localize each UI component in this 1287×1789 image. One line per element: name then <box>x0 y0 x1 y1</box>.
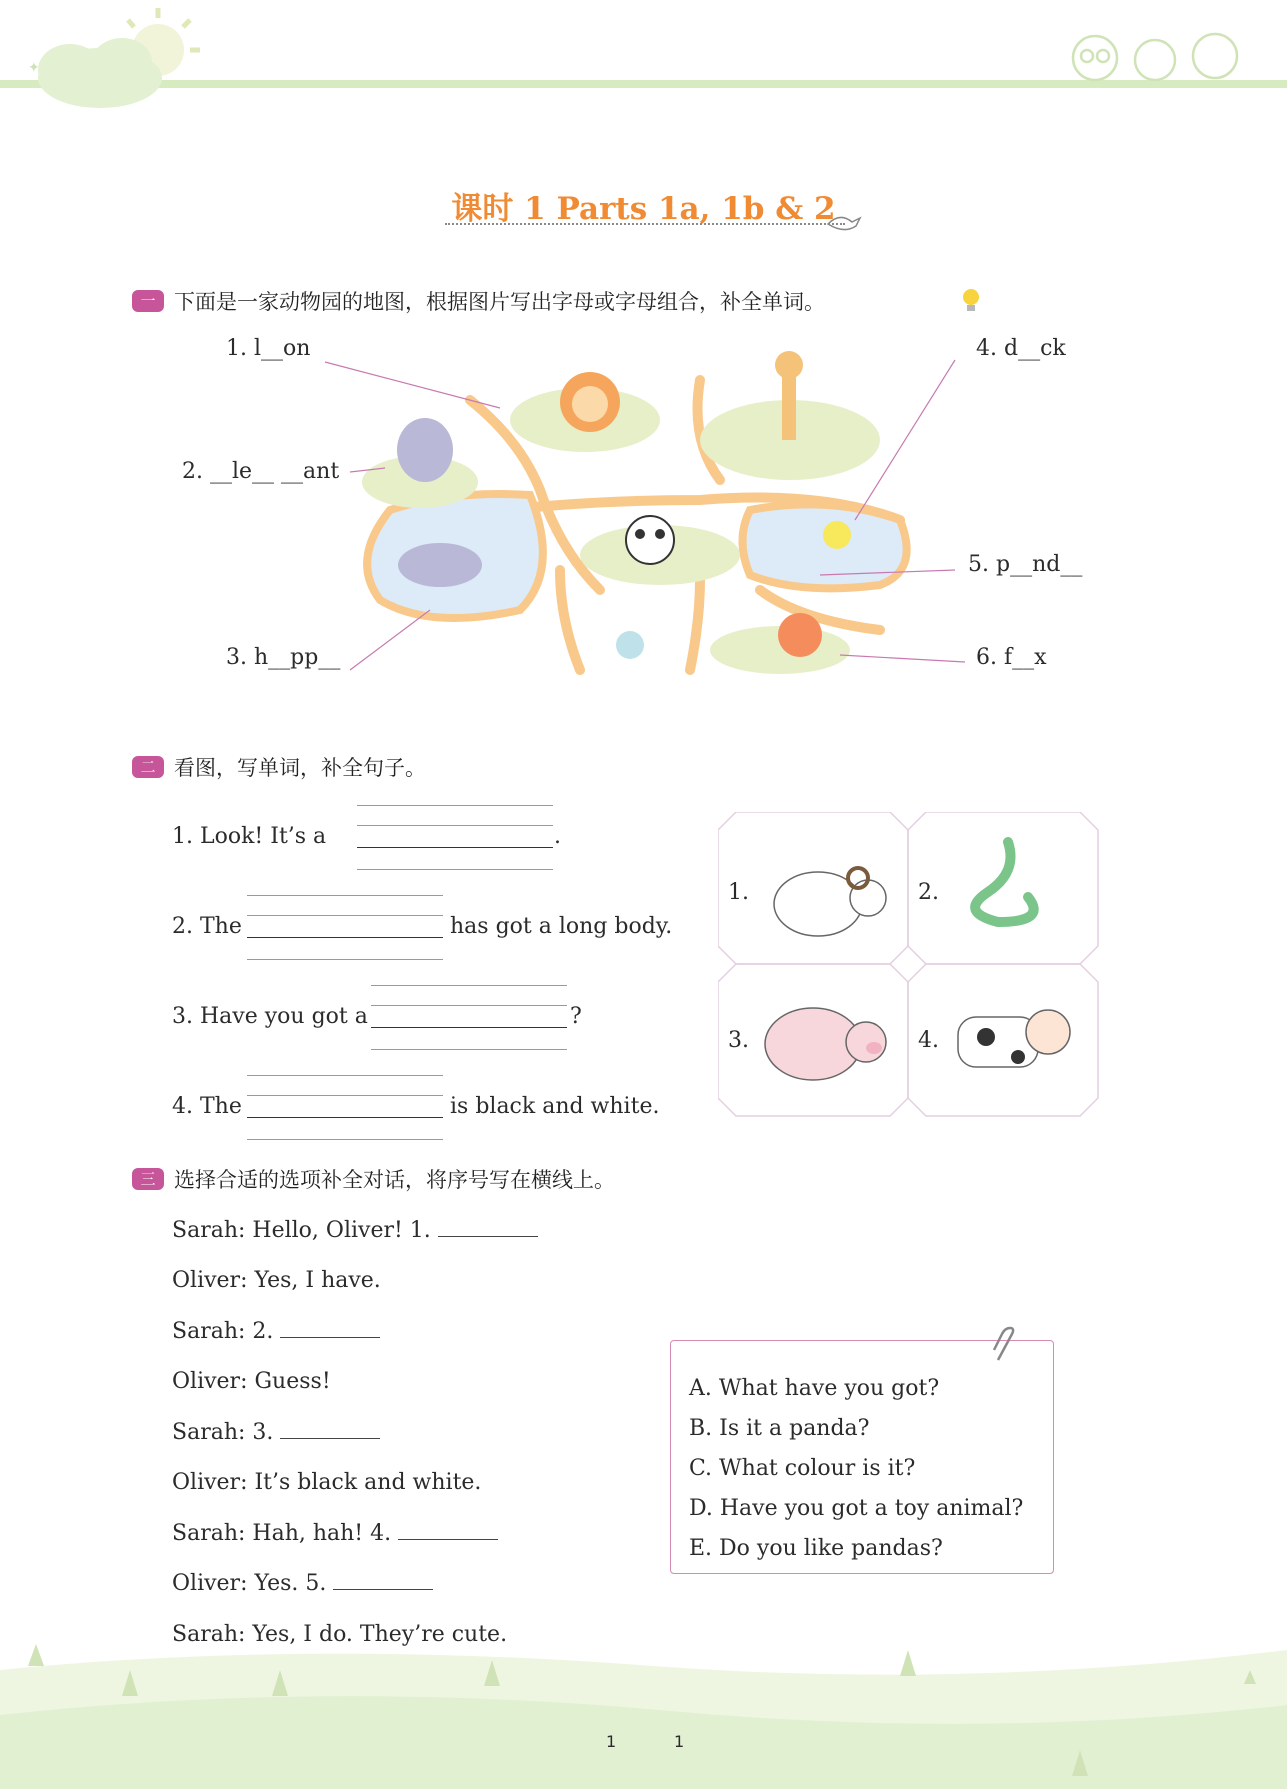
map-label-panda: 5. p__nd__ <box>968 552 1083 577</box>
picture-number-1: 1. <box>728 880 749 905</box>
grass-landscape-decoration <box>0 1620 1287 1789</box>
sentence-4-start: 4. The <box>172 1094 242 1119</box>
sun-cloud-decoration <box>0 0 220 120</box>
sentence-4-end: is black and white. <box>450 1094 660 1119</box>
section-1-instruction: 下面是一家动物园的地图，根据图片写出字母或字母组合，补全单词。 <box>174 290 825 314</box>
snake-icon <box>975 842 1034 922</box>
answer-blank-5[interactable] <box>333 1589 433 1590</box>
page-number-left: 1 <box>606 1732 617 1751</box>
answer-blank-2[interactable] <box>280 1337 380 1338</box>
option-b: B. Is it a panda? <box>689 1416 870 1441</box>
elephant-icon <box>397 418 453 482</box>
pig-icon <box>765 1008 886 1080</box>
option-c: C. What colour is it? <box>689 1456 916 1481</box>
option-e: E. Do you like pandas? <box>689 1536 943 1561</box>
picture-number-4: 4. <box>918 1028 939 1053</box>
title-underline <box>445 223 845 225</box>
picture-number-3: 3. <box>728 1028 749 1053</box>
duck-icon <box>823 521 851 549</box>
answer-blank-1[interactable] <box>438 1236 538 1237</box>
dialogue-line-1: Sarah: Hello, Oliver! 1. <box>172 1218 538 1243</box>
writing-lines-3[interactable] <box>371 985 567 1057</box>
lightbulb-icon <box>958 286 984 314</box>
writing-lines-4[interactable] <box>247 1075 443 1147</box>
zoo-map <box>0 320 1287 700</box>
section-3-instruction: 选择合适的选项补全对话，将序号写在横线上。 <box>174 1168 615 1192</box>
answer-blank-3[interactable] <box>280 1438 380 1439</box>
panda-icon <box>626 516 674 564</box>
dialogue-line-8: Oliver: Yes. 5. <box>172 1571 433 1596</box>
picture-grid <box>718 812 1103 1117</box>
dialogue-line-7: Sarah: Hah, hah! 4. <box>172 1521 498 1546</box>
dialogue-line-2: Oliver: Yes, I have. <box>172 1268 381 1293</box>
section-2-number: 二 <box>132 756 164 778</box>
dialogue-line-9: Sarah: Yes, I do. They’re cute. <box>172 1622 508 1647</box>
svg-text:✦: ✦ <box>28 60 40 76</box>
page-number-right: 1 <box>674 1732 685 1751</box>
map-label-elephant: 2. __le__ __ant <box>182 459 340 484</box>
section-1-number: 一 <box>132 290 164 312</box>
option-a: A. What have you got? <box>689 1376 940 1401</box>
section-3-number: 三 <box>132 1168 164 1190</box>
dialogue-line-6: Oliver: It’s black and white. <box>172 1470 482 1495</box>
fox-icon <box>778 613 822 657</box>
sentence-2-start: 2. The <box>172 914 242 939</box>
options-box <box>670 1340 1054 1574</box>
dialogue-line-3: Sarah: 2. <box>172 1319 380 1344</box>
section-2-instruction: 看图，写单词，补全句子。 <box>174 756 426 780</box>
map-label-lion: 1. l__on <box>226 336 311 361</box>
map-label-fox: 6. f__x <box>976 645 1047 670</box>
cartoon-animals-decoration <box>1055 20 1255 86</box>
cow-icon <box>958 1010 1070 1067</box>
picture-number-2: 2. <box>918 880 939 905</box>
dialogue-line-5: Sarah: 3. <box>172 1420 380 1445</box>
sentence-3-end: ? <box>570 1004 582 1029</box>
sheep-icon <box>774 868 886 936</box>
sentence-3-start: 3. Have you got a <box>172 1004 368 1029</box>
sentence-1-start: 1. Look! It’s a <box>172 824 327 849</box>
map-label-duck: 4. d__ck <box>976 336 1066 361</box>
paperclip-icon <box>990 1326 1020 1364</box>
lesson-title: 课时 1 Parts 1a, 1b & 2 <box>451 191 836 227</box>
bird-icon <box>826 210 862 236</box>
answer-blank-4[interactable] <box>398 1539 498 1540</box>
option-d: D. Have you got a toy animal? <box>689 1496 1024 1521</box>
sentence-1-end: . <box>554 824 561 849</box>
bird-map-icon <box>616 631 644 659</box>
dialogue-line-4: Oliver: Guess! <box>172 1369 331 1394</box>
map-label-hippo: 3. h__pp__ <box>226 645 341 670</box>
writing-lines-2[interactable] <box>247 895 443 967</box>
writing-lines-1[interactable] <box>357 805 553 877</box>
hippo-icon <box>398 543 482 587</box>
sentence-2-end: has got a long body. <box>450 914 673 939</box>
